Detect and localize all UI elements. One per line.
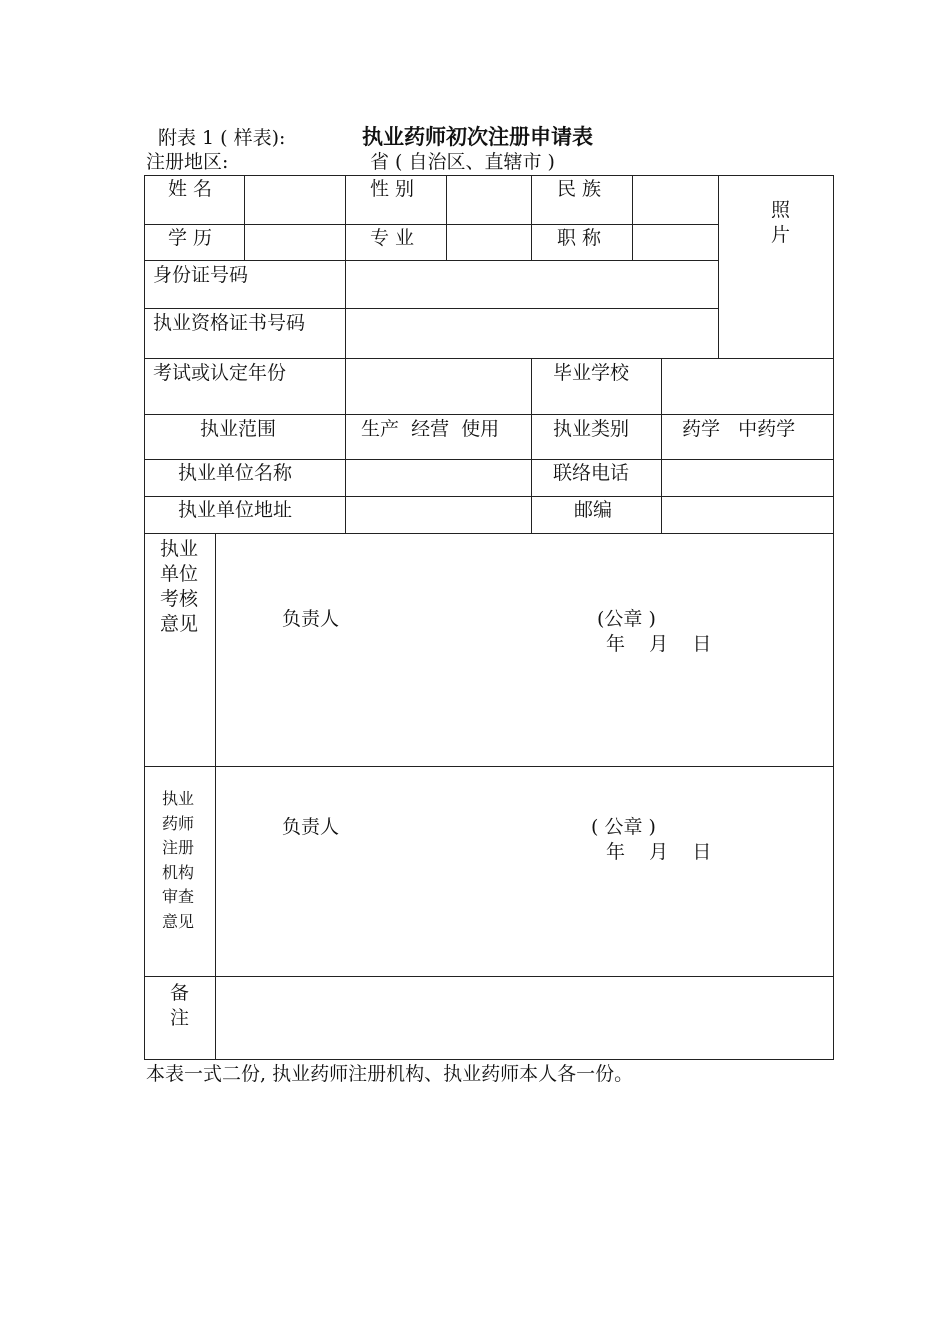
unit-name-label: 执业单位名称 [178, 462, 293, 484]
region-label: 注册地区: [146, 151, 229, 173]
agency-review-date: 年 月 日 [606, 841, 712, 863]
agency-review-area[interactable] [217, 768, 832, 975]
agency-review-seal: ( 公章 ) [591, 816, 656, 838]
ethnicity-field[interactable] [634, 177, 717, 223]
remarks-field[interactable] [217, 978, 832, 1058]
unit-review-label: 执业 单位 考核 意见 [160, 538, 199, 635]
agency-review-label: 执业 药师 注册 机构 审查 意见 [162, 789, 195, 931]
id-number-label: 身份证号码 [153, 264, 249, 286]
unit-review-area[interactable] [217, 535, 832, 765]
education-field[interactable] [246, 226, 343, 259]
phone-label: 联络电话 [553, 462, 630, 484]
phone-field[interactable] [663, 461, 832, 495]
scope-options[interactable]: 生产 经营 使用 [361, 418, 500, 440]
photo-box[interactable] [720, 177, 832, 357]
unit-address-field[interactable] [347, 498, 530, 532]
certificate-number-field[interactable] [347, 310, 717, 357]
school-label: 毕业学校 [553, 362, 630, 384]
scope-label: 执业范围 [200, 418, 277, 440]
photo-label: 照 片 [771, 199, 791, 246]
category-options[interactable]: 药学 中药学 [682, 418, 796, 440]
page-title: 执业药师初次注册申请表 [362, 125, 593, 149]
name-label: 姓 名 [168, 178, 213, 200]
category-label: 执业类别 [553, 418, 630, 440]
unit-review-person: 负责人 [282, 608, 340, 630]
major-label: 专 业 [370, 227, 415, 249]
postcode-field[interactable] [663, 498, 832, 532]
remarks-label: 备 注 [170, 982, 190, 1029]
major-field[interactable] [448, 226, 530, 259]
gender-field[interactable] [448, 177, 530, 223]
unit-review-seal: (公章 ) [597, 608, 656, 630]
education-label: 学 历 [168, 227, 213, 249]
province-label: 省 ( 自治区、直辖市 ) [370, 151, 555, 173]
unit-review-date: 年 月 日 [606, 633, 712, 655]
title-label: 职 称 [557, 227, 602, 249]
ethnicity-label: 民 族 [557, 178, 602, 200]
exam-year-label: 考试或认定年份 [153, 362, 287, 384]
appendix-label: 附表 1 ( 样表): [158, 127, 286, 149]
school-field[interactable] [663, 360, 832, 413]
certificate-number-label: 执业资格证书号码 [153, 312, 306, 334]
unit-name-field[interactable] [347, 461, 530, 495]
gender-label: 性 别 [370, 178, 415, 200]
exam-year-field[interactable] [347, 360, 530, 413]
name-field[interactable] [246, 177, 343, 223]
footer-note: 本表一式二份, 执业药师注册机构、执业药师本人各一份。 [146, 1063, 634, 1085]
postcode-label: 邮编 [574, 499, 613, 521]
id-number-field[interactable] [347, 262, 717, 307]
title-field[interactable] [634, 226, 717, 259]
unit-address-label: 执业单位地址 [178, 499, 293, 521]
agency-review-person: 负责人 [282, 816, 340, 838]
